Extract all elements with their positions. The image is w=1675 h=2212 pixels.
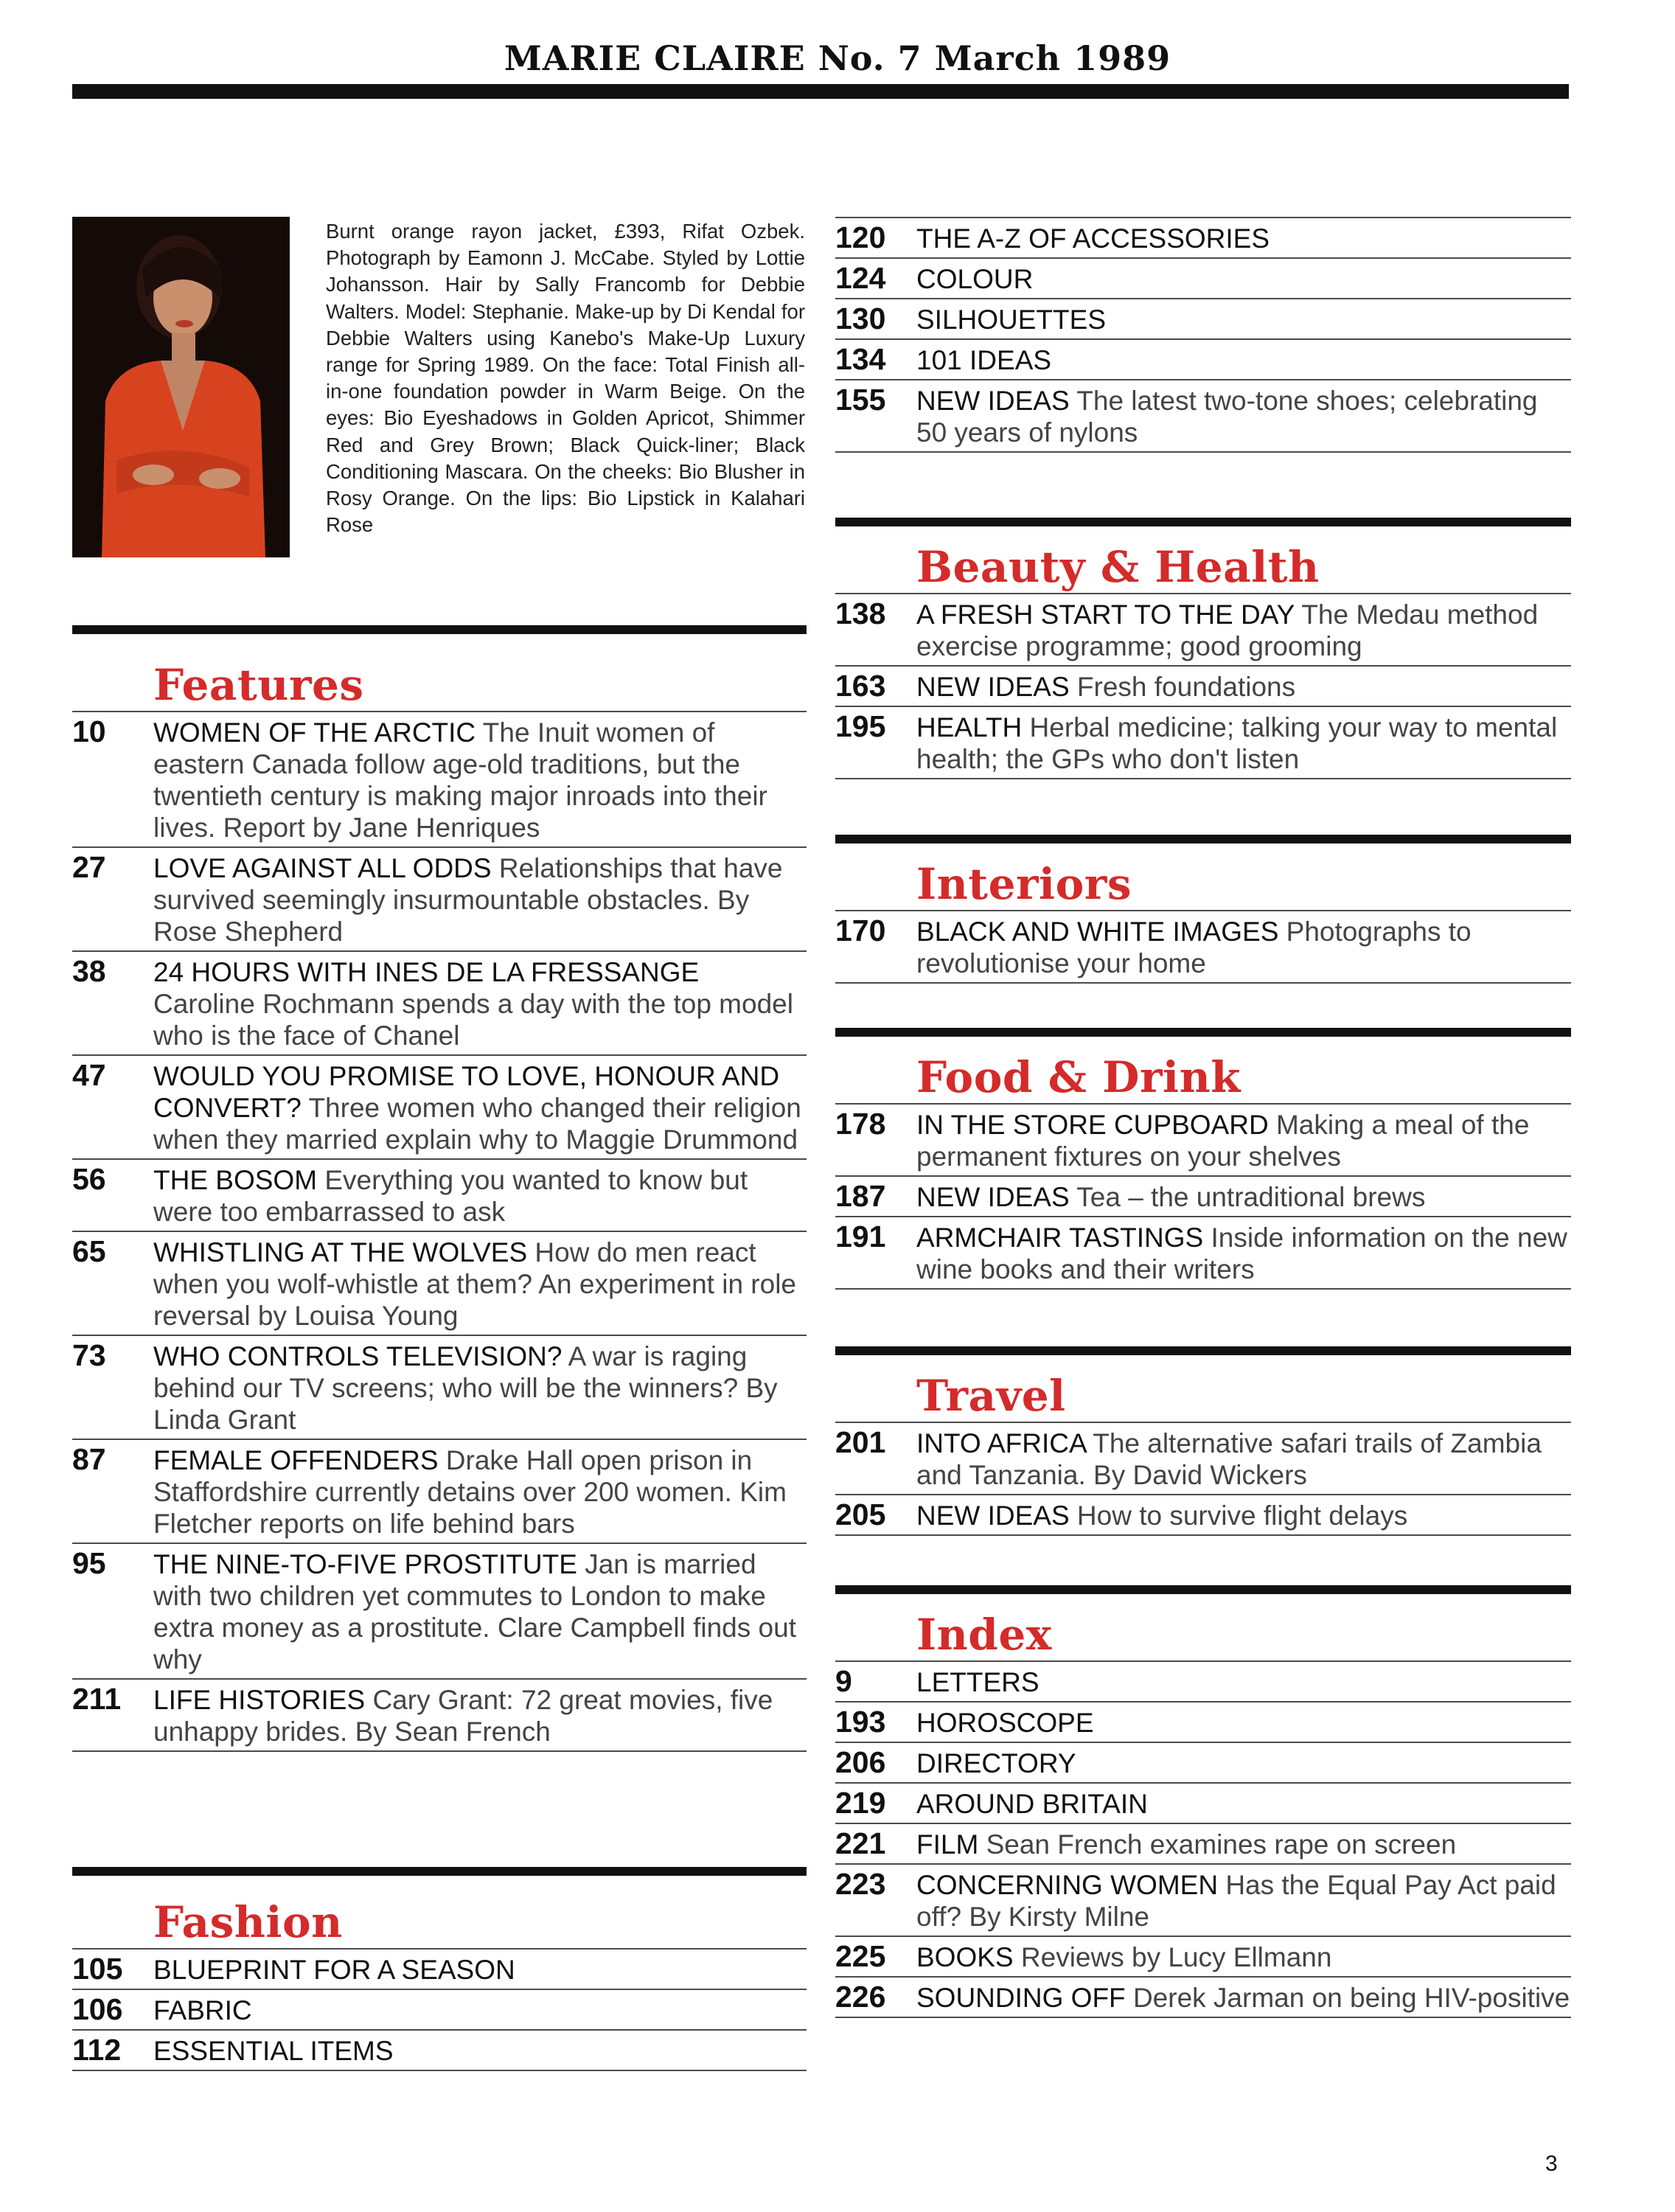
toc-entry-text	[153, 712, 807, 846]
toc-entry-description: Inside information on the new wine books and their writers	[916, 1222, 1567, 1284]
fashion-continued-section	[835, 217, 1571, 453]
toc-entry-title: A FRESH START TO THE DAY	[916, 599, 1295, 630]
toc-entry-text	[916, 1217, 1571, 1288]
toc-entry-text	[916, 1495, 1571, 1534]
toc-page-number: 163	[835, 669, 886, 703]
toc-page-number: 138	[835, 597, 886, 630]
toc-entry[interactable]	[835, 910, 1571, 984]
toc-page-number: 73	[72, 1338, 106, 1372]
toc-page-number: 134	[835, 342, 886, 376]
toc-page-number: 219	[835, 1786, 886, 1820]
toc-entry[interactable]	[835, 257, 1571, 298]
toc-entry-text	[916, 1703, 1571, 1742]
toc-entry-description: Derek Jarman on being HIV-positive	[1132, 1983, 1570, 2013]
toc-entry[interactable]	[835, 1701, 1571, 1742]
toc-entry-title: ARMCHAIR TASTINGS	[916, 1222, 1204, 1253]
toc-page-number: 130	[835, 302, 886, 335]
toc-entry-title: BLUEPRINT FOR A SEASON	[153, 1955, 515, 1985]
toc-entry-description: Caroline Rochmann spends a day with the top model who is the face of Chanel	[153, 989, 793, 1051]
toc-entry-title: FILM	[916, 1829, 979, 1860]
toc-page-number: 170	[835, 914, 886, 947]
toc-entry-title: AROUND BRITAIN	[916, 1789, 1148, 1819]
toc-entry-title: LIFE HISTORIES	[153, 1685, 366, 1715]
toc-entry-description: Has the Equal Pay Act paid off? By Kirsty Milne	[916, 1870, 1556, 1932]
toc-page-number: 10	[72, 714, 106, 748]
toc-entry[interactable]	[835, 338, 1571, 379]
toc-page-number: 87	[72, 1442, 106, 1476]
food-entries	[835, 1103, 1571, 1290]
toc-entry[interactable]	[835, 706, 1571, 779]
section-title-food: Food & Drink	[916, 1052, 1241, 1102]
travel-entries	[835, 1422, 1571, 1536]
toc-entry-description: Three women who changed their religion when they married explain why to Maggie Drummond	[153, 1093, 801, 1155]
toc-entry-description: Drake Hall open prison in Staffordshire currently detains over 200 women. Kim Fletcher reports on life behind bars	[153, 1445, 787, 1539]
travel-section	[835, 1346, 1571, 1536]
section-title-features: Features	[153, 660, 364, 710]
toc-page-number: 47	[72, 1058, 106, 1092]
toc-entry[interactable]	[72, 1158, 807, 1231]
toc-entry-title: WOULD YOU PROMISE TO LOVE, HONOUR AND CONVERT?	[153, 1061, 780, 1123]
toc-entry-title: 101 IDEAS	[916, 345, 1052, 375]
toc-entry-text	[916, 1743, 1571, 1782]
section-rule	[835, 1585, 1571, 1594]
toc-entry-description: How to survive flight delays	[1076, 1500, 1408, 1531]
toc-entry-text	[916, 707, 1571, 778]
toc-entry-title: NEW IDEAS	[916, 672, 1070, 702]
toc-entry-description: The Inuit women of eastern Canada follow age-old traditions, but the twentieth century is making major inroads into their lives. Report by Jane Henriques	[153, 717, 767, 843]
toc-entry[interactable]	[835, 1935, 1571, 1976]
toc-entry[interactable]	[835, 1494, 1571, 1536]
toc-entry[interactable]	[835, 1823, 1571, 1863]
toc-entry-text	[916, 1978, 1571, 2017]
toc-page-number: 225	[835, 1939, 886, 1973]
toc-entry[interactable]	[835, 1175, 1571, 1216]
page-number: 3	[1545, 2152, 1558, 2176]
toc-entry-title: SILHOUETTES	[916, 305, 1106, 335]
toc-entry-text	[916, 218, 1571, 257]
toc-page-number: 95	[72, 1546, 106, 1580]
toc-entry-text	[916, 1423, 1571, 1494]
toc-entry[interactable]	[72, 1948, 807, 1989]
section-rule	[835, 835, 1571, 844]
toc-entry-description: Photographs to revolutionise your home	[916, 917, 1472, 978]
toc-entry-text	[916, 911, 1571, 982]
toc-entry-title: HOROSCOPE	[916, 1708, 1094, 1738]
toc-entry[interactable]	[835, 1863, 1571, 1935]
toc-entry-text	[916, 340, 1571, 379]
toc-entry[interactable]	[72, 1543, 807, 1678]
toc-entry[interactable]	[835, 593, 1571, 665]
toc-entry[interactable]	[72, 1678, 807, 1752]
toc-entry-description: Tea – the untraditional brews	[1076, 1182, 1426, 1212]
fashion-continued-entries	[835, 217, 1571, 453]
toc-page-number: 221	[835, 1826, 886, 1860]
toc-entry-title: COLOUR	[916, 264, 1034, 294]
toc-page-number: 27	[72, 850, 106, 884]
toc-entry-title: WHO CONTROLS TELEVISION?	[153, 1341, 563, 1371]
section-title-interiors: Interiors	[916, 859, 1132, 909]
toc-entry-text	[916, 299, 1571, 338]
toc-entry[interactable]	[72, 846, 807, 950]
toc-entry[interactable]	[835, 1976, 1571, 2018]
toc-page-number: 201	[835, 1425, 886, 1459]
toc-entry-text	[916, 1784, 1571, 1823]
toc-entry-text	[153, 1544, 807, 1678]
toc-entry[interactable]	[72, 1335, 807, 1439]
section-rule	[72, 625, 807, 634]
toc-entry-text	[153, 2031, 807, 2070]
toc-entry-description: How do men react when you wolf-whistle at them? An experiment in role reversal by Louisa Young	[153, 1237, 796, 1331]
beauty-section	[835, 518, 1571, 779]
toc-entry-text	[153, 1990, 807, 2029]
toc-entry-text	[153, 1160, 807, 1231]
toc-entry[interactable]	[835, 298, 1571, 338]
toc-entry[interactable]	[72, 1439, 807, 1543]
toc-entry[interactable]	[835, 1216, 1571, 1290]
toc-entry[interactable]	[835, 379, 1571, 453]
toc-entry[interactable]	[835, 217, 1571, 257]
toc-entry-title: NEW IDEAS	[916, 1500, 1070, 1531]
section-rule	[835, 518, 1571, 526]
toc-page-number: 105	[72, 1952, 123, 1986]
toc-page-number: 223	[835, 1867, 886, 1901]
toc-entry-title: THE A-Z OF ACCESSORIES	[916, 223, 1270, 254]
cover-model-illustration	[72, 217, 290, 557]
toc-page-number: 56	[72, 1162, 106, 1196]
toc-entry-title: NEW IDEAS	[916, 386, 1070, 416]
toc-page-number: 65	[72, 1234, 106, 1268]
toc-entry-description: Reviews by Lucy Ellmann	[1020, 1942, 1332, 1972]
toc-entry-text	[153, 1056, 807, 1158]
toc-entry-description: Sean French examines rape on screen	[986, 1829, 1457, 1860]
section-rule	[835, 1346, 1571, 1355]
toc-entry[interactable]	[835, 1742, 1571, 1782]
toc-entry[interactable]	[72, 2029, 807, 2071]
toc-page-number: 226	[835, 1980, 886, 2014]
toc-entry-description: The alternative safari trails of Zambia and Tanzania. By David Wickers	[916, 1428, 1542, 1490]
toc-page-number: 120	[835, 220, 886, 254]
toc-entry-description: Relationships that have survived seemingly insurmountable obstacles. By Rose Shepherd	[153, 853, 783, 947]
toc-entry-description: The Medau method exercise programme; good grooming	[916, 599, 1539, 661]
toc-entry-description: Jan is married with two children yet commutes to London to make extra money as a prostitute. Clare Campbell finds out why	[153, 1549, 796, 1674]
toc-page-number: 106	[72, 1992, 123, 2026]
toc-entry-text	[916, 380, 1571, 451]
index-entries	[835, 1660, 1571, 2018]
toc-entry-title: LOVE AGAINST ALL ODDS	[153, 853, 492, 883]
toc-entry-text	[153, 848, 807, 950]
interiors-section	[835, 835, 1571, 984]
toc-entry[interactable]	[72, 1231, 807, 1335]
toc-entry-title: SOUNDING OFF	[916, 1983, 1126, 2013]
toc-page-number: 155	[835, 383, 886, 417]
toc-page-number: 211	[72, 1682, 122, 1716]
toc-entry[interactable]	[72, 950, 807, 1054]
toc-entry-title: FABRIC	[153, 1995, 252, 2025]
toc-entry[interactable]	[835, 1782, 1571, 1823]
section-rule	[835, 1028, 1571, 1037]
toc-page-number: 112	[72, 2033, 122, 2067]
toc-entry-title: THE BOSOM	[153, 1165, 318, 1195]
food-section	[835, 1028, 1571, 1290]
masthead-rule	[72, 84, 1569, 99]
toc-entry-title: BLACK AND WHITE IMAGES	[916, 917, 1279, 947]
toc-entry[interactable]	[72, 1989, 807, 2029]
interiors-entries	[835, 910, 1571, 984]
toc-page-number: 205	[835, 1498, 886, 1531]
toc-entry-text	[916, 1937, 1571, 1976]
toc-entry[interactable]	[835, 1660, 1571, 1701]
beauty-entries	[835, 593, 1571, 779]
toc-entry[interactable]	[72, 1054, 807, 1158]
toc-entry-title: 24 HOURS WITH INES DE LA FRESSANGE	[153, 957, 700, 987]
toc-entry-text	[916, 1662, 1571, 1701]
toc-page-number: 191	[835, 1220, 886, 1253]
toc-page-number: 195	[835, 709, 886, 743]
toc-entry-title: DIRECTORY	[916, 1748, 1076, 1778]
toc-entry-title: CONCERNING WOMEN	[916, 1870, 1219, 1900]
toc-entry-text	[916, 667, 1571, 706]
toc-entry-text	[153, 1680, 807, 1750]
toc-entry-title: WHISTLING AT THE WOLVES	[153, 1237, 528, 1267]
toc-entry[interactable]	[835, 665, 1571, 706]
toc-entry-text	[153, 1950, 807, 1989]
toc-page-number: 124	[835, 261, 886, 295]
toc-entry-description: The latest two-tone shoes; celebrating 50 years of nylons	[916, 386, 1538, 448]
index-section	[835, 1585, 1571, 2018]
section-title-index: Index	[916, 1610, 1052, 1660]
toc-entry-title: IN THE STORE CUPBOARD	[916, 1110, 1269, 1140]
fashion-entries	[72, 1948, 807, 2071]
toc-entry-title: ESSENTIAL ITEMS	[153, 2036, 394, 2066]
toc-entry-title: WOMEN OF THE ARCTIC	[153, 717, 476, 748]
toc-page-number: 38	[72, 954, 106, 988]
section-title-travel: Travel	[916, 1371, 1066, 1421]
toc-entry-text	[153, 1440, 807, 1543]
toc-entry-text	[916, 1865, 1571, 1935]
toc-page-number: 193	[835, 1705, 886, 1739]
toc-entry-text	[916, 1105, 1571, 1175]
toc-entry-text	[916, 1177, 1571, 1216]
toc-entry[interactable]	[835, 1103, 1571, 1175]
toc-page-number: 187	[835, 1179, 886, 1213]
toc-entry-text	[916, 259, 1571, 298]
masthead: MARIE CLAIRE No. 7 March 1989	[504, 38, 1171, 78]
toc-entry-title: INTO AFRICA	[916, 1428, 1086, 1458]
toc-entry-title: HEALTH	[916, 712, 1023, 742]
toc-entry-text	[916, 1824, 1571, 1863]
toc-entry-text	[916, 594, 1571, 665]
toc-entry-text	[153, 1336, 807, 1439]
toc-entry-description: Cary Grant: 72 great movies, five unhappy brides. By Sean French	[153, 1685, 773, 1747]
toc-entry-title: NEW IDEAS	[916, 1182, 1070, 1212]
toc-entry-description: Herbal medicine; talking your way to mental health; the GPs who don't listen	[916, 712, 1558, 774]
features-entries	[72, 711, 807, 1752]
toc-entry-title: THE NINE-TO-FIVE PROSTITUTE	[153, 1549, 577, 1579]
section-rule	[72, 1867, 807, 1876]
toc-page-number: 178	[835, 1107, 886, 1141]
cover-caption: Burnt orange rayon jacket, £393, Rifat Ozbek. Photograph by Eamonn J. McCabe. Styled by Lottie Johansson. Hair by Sally Francomb for Debbie Walters. Model: Stephanie. Make-up by Di Kendal for Debbie Walters using Kanebo's Make-Up Luxury range for Spring 1989. On the face: Total Finish all-in-one foundation powder in Warm Beige. On the eyes: Bio Eyeshadows in Golden Apricot, Shimmer Red and Grey Brown; Black Quick-liner; Black Conditioning Mascara. On the cheeks: Bio Blusher in Rosy Orange. On the lips: Bio Lipstick in Kalahari Rose	[326, 220, 805, 537]
section-title-beauty: Beauty & Health	[916, 542, 1320, 592]
toc-entry-description: Fresh foundations	[1076, 672, 1296, 702]
toc-entry-description: Making a meal of the permanent fixtures on your shelves	[916, 1110, 1530, 1172]
toc-entry-title: LETTERS	[916, 1667, 1040, 1697]
cover-photo	[72, 217, 290, 557]
section-title-fashion: Fashion	[153, 1897, 343, 1947]
toc-page-number: 206	[835, 1745, 886, 1779]
toc-entry-text	[153, 1232, 807, 1335]
toc-entry-title: FEMALE OFFENDERS	[153, 1445, 439, 1475]
toc-entry-description: Everything you wanted to know but were too embarrassed to ask	[153, 1165, 748, 1227]
toc-entry-text	[153, 952, 807, 1054]
features-section	[72, 625, 807, 1752]
toc-entry[interactable]	[72, 711, 807, 846]
toc-entry[interactable]	[835, 1422, 1571, 1494]
toc-entry-description: A war is raging behind our TV screens; who will be the winners? By Linda Grant	[153, 1341, 778, 1435]
fashion-section	[72, 1867, 807, 2071]
toc-page-number: 9	[835, 1664, 852, 1698]
toc-entry-title: BOOKS	[916, 1942, 1014, 1972]
